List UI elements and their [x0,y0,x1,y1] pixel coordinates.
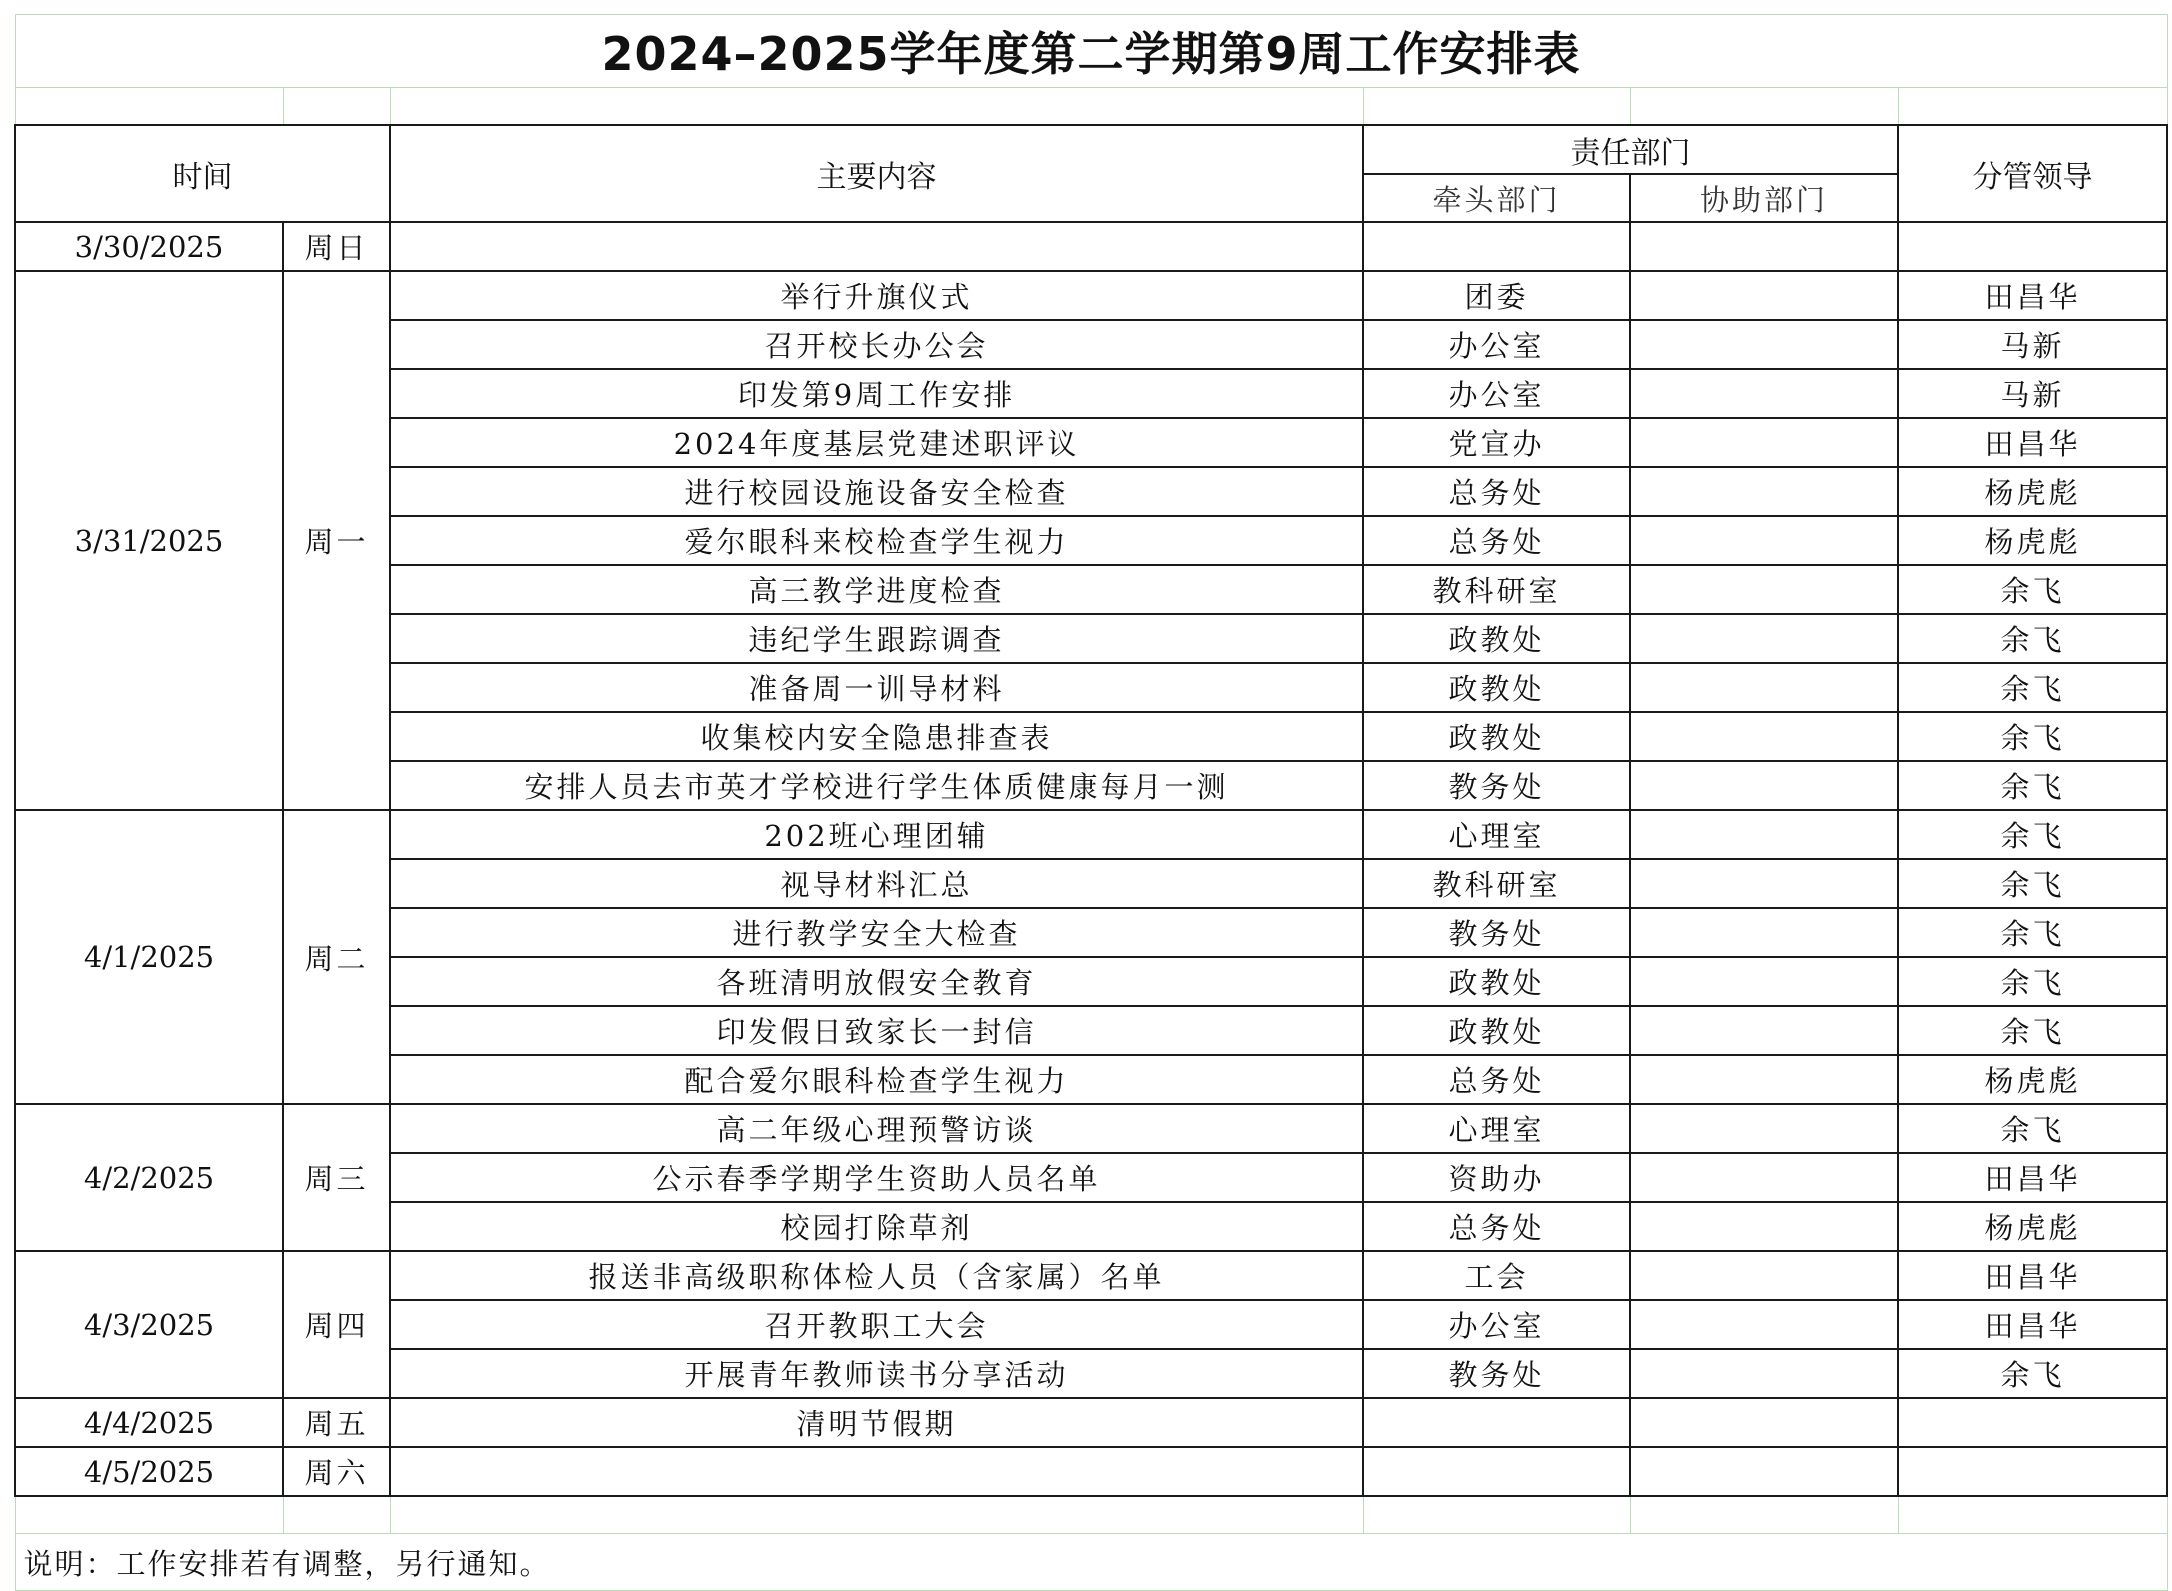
assist-dept-cell [1630,1202,1898,1251]
assist-dept-cell [1630,1251,1898,1300]
lead-dept-cell: 心理室 [1363,810,1630,859]
assist-dept-cell [1630,1398,1898,1447]
date-cell: 4/1/2025 [15,810,283,1104]
content-cell: 高三教学进度检查 [390,565,1363,614]
assist-dept-cell [1630,1300,1898,1349]
assist-dept-cell [1630,1447,1898,1496]
content-cell: 2024年度基层党建述职评议 [390,418,1363,467]
leader-cell: 杨虎彪 [1898,1055,2167,1104]
content-cell: 印发第9周工作安排 [390,369,1363,418]
header-time: 时间 [15,125,390,222]
content-cell: 安排人员去市英才学校进行学生体质健康每月一测 [390,761,1363,810]
header-content: 主要内容 [390,125,1363,222]
leader-cell: 余飞 [1898,1349,2167,1398]
spacer-cell [1630,1496,1898,1534]
assist-dept-cell [1630,467,1898,516]
spacer-cell [283,1496,390,1534]
content-cell: 高二年级心理预警访谈 [390,1104,1363,1153]
content-cell: 校园打除草剂 [390,1202,1363,1251]
spacer-row [15,88,2167,126]
lead-dept-cell: 团委 [1363,271,1630,320]
content-cell: 配合爱尔眼科检查学生视力 [390,1055,1363,1104]
header-leader: 分管领导 [1898,125,2167,222]
assist-dept-cell [1630,222,1898,271]
assist-dept-cell [1630,565,1898,614]
content-cell: 准备周一训导材料 [390,663,1363,712]
leader-cell: 余飞 [1898,810,2167,859]
lead-dept-cell: 总务处 [1363,467,1630,516]
leader-cell: 田昌华 [1898,418,2167,467]
lead-dept-cell: 资助办 [1363,1153,1630,1202]
assist-dept-cell [1630,810,1898,859]
table-row [15,1398,2167,1447]
leader-cell: 余飞 [1898,1006,2167,1055]
content-cell [390,222,1363,271]
assist-dept-cell [1630,712,1898,761]
lead-dept-cell: 总务处 [1363,516,1630,565]
date-cell: 3/31/2025 [15,271,283,810]
weekday-cell: 周三 [283,1104,390,1251]
leader-cell: 马新 [1898,320,2167,369]
lead-dept-cell: 政教处 [1363,663,1630,712]
content-cell: 202班心理团辅 [390,810,1363,859]
leader-cell [1898,1398,2167,1447]
leader-cell: 杨虎彪 [1898,516,2167,565]
lead-dept-cell: 工会 [1363,1251,1630,1300]
lead-dept-cell [1363,1398,1630,1447]
lead-dept-cell: 心理室 [1363,1104,1630,1153]
leader-cell: 余飞 [1898,614,2167,663]
assist-dept-cell [1630,957,1898,1006]
lead-dept-cell: 教科研室 [1363,859,1630,908]
header-row [15,125,2167,174]
table-row [15,1251,2167,1300]
schedule-table [14,14,2168,1591]
spacer-row [15,1496,2167,1534]
content-cell: 进行校园设施设备安全检查 [390,467,1363,516]
content-cell [390,1447,1363,1496]
leader-cell: 余飞 [1898,663,2167,712]
leader-cell: 田昌华 [1898,271,2167,320]
assist-dept-cell [1630,369,1898,418]
content-cell: 清明节假期 [390,1398,1363,1447]
leader-cell: 田昌华 [1898,1251,2167,1300]
content-cell: 开展青年教师读书分享活动 [390,1349,1363,1398]
leader-cell: 杨虎彪 [1898,1202,2167,1251]
leader-cell: 余飞 [1898,565,2167,614]
leader-cell: 马新 [1898,369,2167,418]
lead-dept-cell: 教务处 [1363,1349,1630,1398]
weekday-cell: 周日 [283,222,390,271]
assist-dept-cell [1630,1153,1898,1202]
weekday-cell: 周五 [283,1398,390,1447]
lead-dept-cell: 办公室 [1363,369,1630,418]
content-cell: 爱尔眼科来校检查学生视力 [390,516,1363,565]
spacer-cell [390,1496,1363,1534]
lead-dept-cell: 总务处 [1363,1055,1630,1104]
content-cell: 进行教学安全大检查 [390,908,1363,957]
content-cell: 召开校长办公会 [390,320,1363,369]
date-cell: 3/30/2025 [15,222,283,271]
assist-dept-cell [1630,1104,1898,1153]
table-row [15,271,2167,320]
assist-dept-cell [1630,1349,1898,1398]
lead-dept-cell: 教科研室 [1363,565,1630,614]
lead-dept-cell: 教务处 [1363,908,1630,957]
leader-cell: 杨虎彪 [1898,467,2167,516]
assist-dept-cell [1630,614,1898,663]
lead-dept-cell: 政教处 [1363,957,1630,1006]
header-assist-dept: 协助部门 [1630,174,1898,222]
spacer-cell [15,1496,283,1534]
content-cell: 召开教职工大会 [390,1300,1363,1349]
lead-dept-cell: 党宣办 [1363,418,1630,467]
leader-cell: 田昌华 [1898,1153,2167,1202]
date-cell: 4/5/2025 [15,1447,283,1496]
lead-dept-cell: 政教处 [1363,712,1630,761]
spacer-cell [1898,1496,2167,1534]
table-row [15,1447,2167,1496]
leader-cell [1898,1447,2167,1496]
assist-dept-cell [1630,516,1898,565]
leader-cell: 余飞 [1898,908,2167,957]
lead-dept-cell: 办公室 [1363,320,1630,369]
footnote: 说明：工作安排若有调整，另行通知。 [15,1534,2167,1591]
assist-dept-cell [1630,908,1898,957]
content-cell: 各班清明放假安全教育 [390,957,1363,1006]
content-cell: 举行升旗仪式 [390,271,1363,320]
lead-dept-cell: 政教处 [1363,1006,1630,1055]
content-cell: 收集校内安全隐患排查表 [390,712,1363,761]
weekday-cell: 周四 [283,1251,390,1398]
lead-dept-cell: 政教处 [1363,614,1630,663]
header-responsible-dept: 责任部门 [1363,125,1898,174]
leader-cell: 余飞 [1898,1104,2167,1153]
lead-dept-cell: 办公室 [1363,1300,1630,1349]
assist-dept-cell [1630,859,1898,908]
note-row [15,1534,2167,1591]
assist-dept-cell [1630,761,1898,810]
date-cell: 4/4/2025 [15,1398,283,1447]
table-row [15,1104,2167,1153]
leader-cell: 田昌华 [1898,1300,2167,1349]
lead-dept-cell [1363,222,1630,271]
assist-dept-cell [1630,418,1898,467]
assist-dept-cell [1630,271,1898,320]
leader-cell: 余飞 [1898,957,2167,1006]
leader-cell: 余飞 [1898,761,2167,810]
content-cell: 违纪学生跟踪调查 [390,614,1363,663]
table-row [15,222,2167,271]
content-cell: 报送非高级职称体检人员（含家属）名单 [390,1251,1363,1300]
leader-cell: 余飞 [1898,859,2167,908]
weekday-cell: 周六 [283,1447,390,1496]
weekday-cell: 周一 [283,271,390,810]
assist-dept-cell [1630,320,1898,369]
lead-dept-cell: 总务处 [1363,1202,1630,1251]
assist-dept-cell [1630,1055,1898,1104]
lead-dept-cell [1363,1447,1630,1496]
assist-dept-cell [1630,663,1898,712]
page-title: 2024–2025学年度第二学期第9周工作安排表 [15,15,2167,88]
assist-dept-cell [1630,1006,1898,1055]
header-lead-dept: 牵头部门 [1363,174,1630,222]
date-cell: 4/2/2025 [15,1104,283,1251]
lead-dept-cell: 教务处 [1363,761,1630,810]
weekday-cell: 周二 [283,810,390,1104]
date-cell: 4/3/2025 [15,1251,283,1398]
content-cell: 印发假日致家长一封信 [390,1006,1363,1055]
table-row [15,810,2167,859]
leader-cell [1898,222,2167,271]
spacer-cell [1363,1496,1630,1534]
content-cell: 公示春季学期学生资助人员名单 [390,1153,1363,1202]
leader-cell: 余飞 [1898,712,2167,761]
schedule-sheet [14,14,2166,1591]
content-cell: 视导材料汇总 [390,859,1363,908]
